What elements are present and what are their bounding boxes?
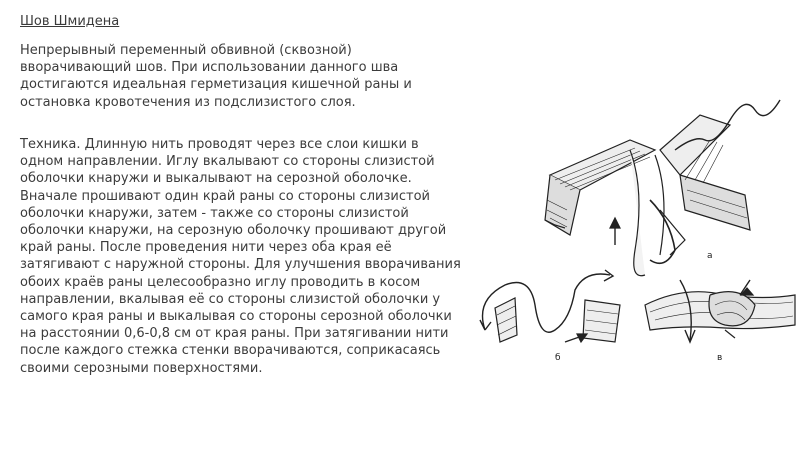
text-line: оболочки кнаружи, затем - также со стороны слизистой bbox=[20, 205, 409, 221]
text-line: край раны. После проведения нити через оба края её bbox=[20, 240, 392, 256]
technique-paragraph bbox=[20, 136, 461, 377]
text-line: Техника. Длинную нить проводят через все слои кишки в bbox=[20, 137, 419, 152]
text-line: самого края раны и выкалывая со стороны серозной оболочки bbox=[20, 309, 452, 325]
text-line: своими серозными поверхностями. bbox=[20, 360, 263, 376]
text-line: Непрерывный переменный обвивной (сквозной) bbox=[20, 43, 352, 58]
figure-label-b: б bbox=[555, 353, 561, 363]
figure-a-drawing bbox=[545, 100, 780, 276]
figure-c-drawing bbox=[645, 280, 795, 342]
intro-paragraph bbox=[20, 42, 412, 111]
figure-label-a: а bbox=[707, 251, 713, 261]
text-line: обоих краёв раны целесообразно иглу проводить в косом bbox=[20, 274, 421, 290]
text-line: направлении, вкалывая её со стороны слизистой оболочки у bbox=[20, 291, 441, 307]
text-line: вворачивающий шов. При использовании данного шва bbox=[20, 60, 399, 76]
text-line: после каждого стежка стенки вворачиваются, соприкасаясь bbox=[20, 343, 441, 359]
text-line: на расстоянии 0,6-0,8 см от края раны. При затягивании нити bbox=[20, 326, 449, 342]
text-line: Вначале прошивают один край раны со стороны слизистой bbox=[20, 188, 430, 204]
figure-b-drawing bbox=[480, 270, 620, 342]
text-line: остановка кровотечения из подслизистого слоя. bbox=[20, 94, 356, 110]
suture-illustration bbox=[455, 80, 800, 380]
text-line: достигаются идеальная герметизация кишечной раны и bbox=[20, 77, 412, 93]
text-line: одном направлении. Иглу вкалывают со стороны слизистой bbox=[20, 154, 435, 170]
text-line: затягивают с наружной стороны. Для улучшения вворачивания bbox=[20, 257, 461, 273]
text-line: оболочки кнаружи, на серозную оболочку прошивают другой bbox=[20, 223, 447, 239]
slide-title: Шов Шмидена bbox=[20, 14, 120, 29]
text-line: оболочки кнаружи и выкалывают на серозной оболочке. bbox=[20, 171, 412, 187]
figure-label-c: в bbox=[717, 353, 723, 363]
